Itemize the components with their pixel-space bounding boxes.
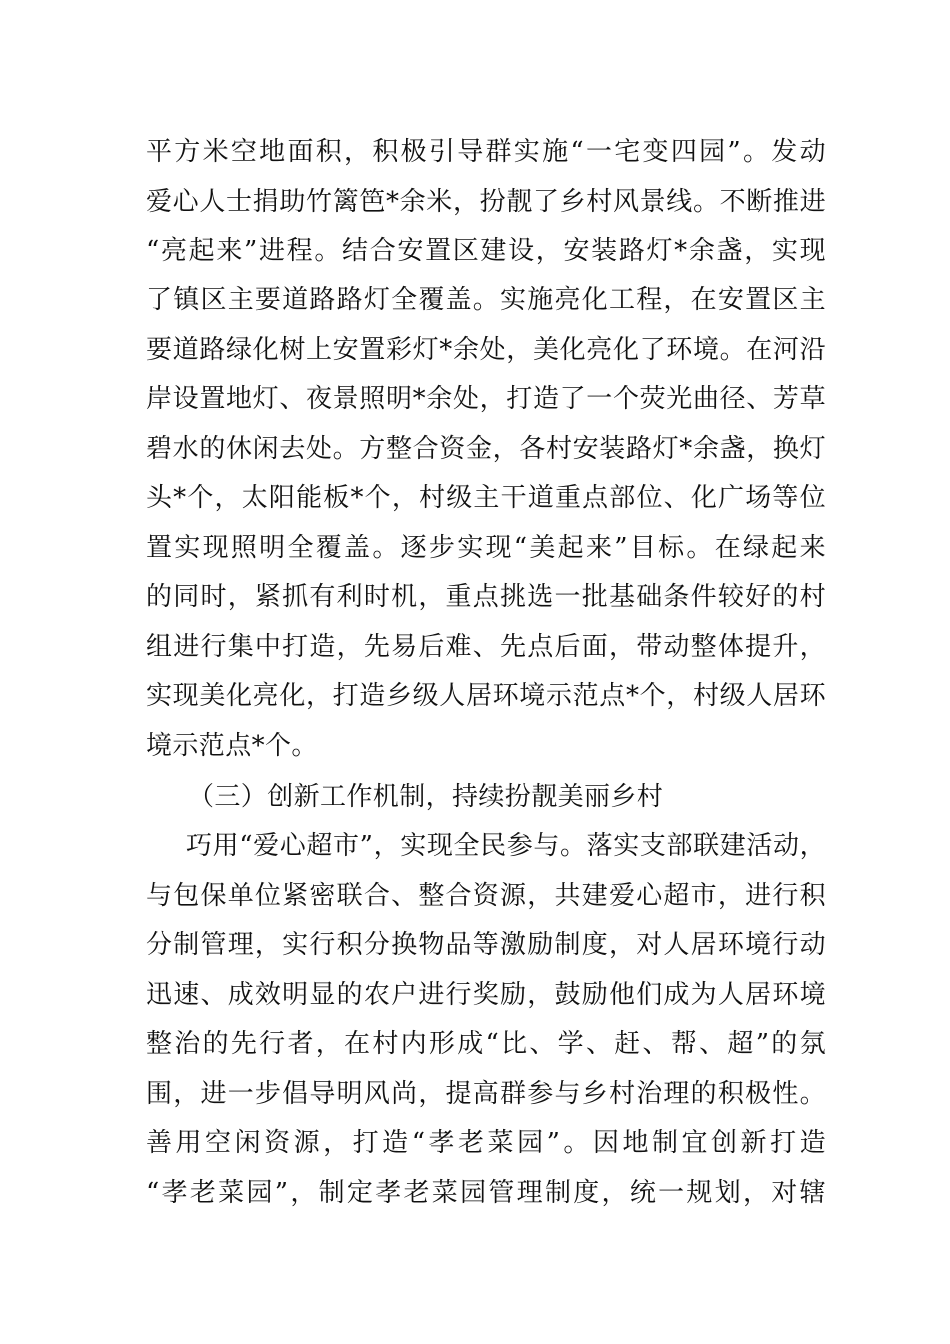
paragraph-line: 置实现照明全覆盖。逐步实现“美起来”目标。在绿起来	[146, 533, 826, 563]
paragraph-line: 整治的先行者，在村内形成“比、学、赶、帮、超”的氛	[146, 1029, 826, 1059]
paragraph-line: 了镇区主要道路路灯全覆盖。实施亮化工程，在安置区主	[146, 285, 826, 315]
paragraph-line: 善用空闲资源，打造“孝老菜园”。因地制宜创新打造	[146, 1128, 826, 1158]
paragraph-line: 碧水的休闲去处。方整合资金，各村安装路灯*余盏，换灯	[146, 434, 826, 464]
paragraph-line: 组进行集中打造，先易后难、先点后面，带动整体提升，	[146, 632, 826, 662]
paragraph-line: 要道路绿化树上安置彩灯*余处，美化亮化了环境。在河沿	[146, 335, 826, 365]
paragraph-line: 岸设置地灯、夜景照明*余处，打造了一个荧光曲径、芳草	[146, 384, 826, 414]
paragraph-line: 迅速、成效明显的农户进行奖励，鼓励他们成为人居环境	[146, 980, 826, 1010]
paragraph-line: 实现美化亮化，打造乡级人居环境示范点*个，村级人居环	[146, 681, 826, 711]
paragraph-line: 与包保单位紧密联合、整合资源，共建爱心超市，进行积	[146, 881, 826, 911]
section-heading: （三）创新工作机制，持续扮靓美丽乡村	[188, 782, 664, 812]
paragraph-line: 头*个，太阳能板*个，村级主干道重点部位、化广场等位	[146, 483, 826, 513]
paragraph-line: “亮起来”进程。结合安置区建设，安装路灯*余盏，实现	[146, 236, 826, 266]
paragraph-line: 围，进一步倡导明风尚，提高群参与乡村治理的积极性。	[146, 1079, 826, 1109]
paragraph-line: 分制管理，实行积分换物品等激励制度，对人居环境行动	[146, 930, 826, 960]
paragraph-line: 平方米空地面积，积极引导群实施“一宅变四园”。发动	[146, 137, 826, 167]
paragraph-line: 巧用“爱心超市”，实现全民参与。落实支部联建活动，	[186, 831, 826, 861]
paragraph-line: 境示范点*个。	[146, 731, 318, 761]
paragraph-line: 的同时，紧抓有利时机，重点挑选一批基础条件较好的村	[146, 582, 826, 612]
paragraph-line: “孝老菜园”，制定孝老菜园管理制度，统一规划，对辖	[146, 1178, 826, 1208]
paragraph-line: 爱心人士捐助竹篱笆*余米，扮靓了乡村风景线。不断推进	[146, 187, 826, 217]
